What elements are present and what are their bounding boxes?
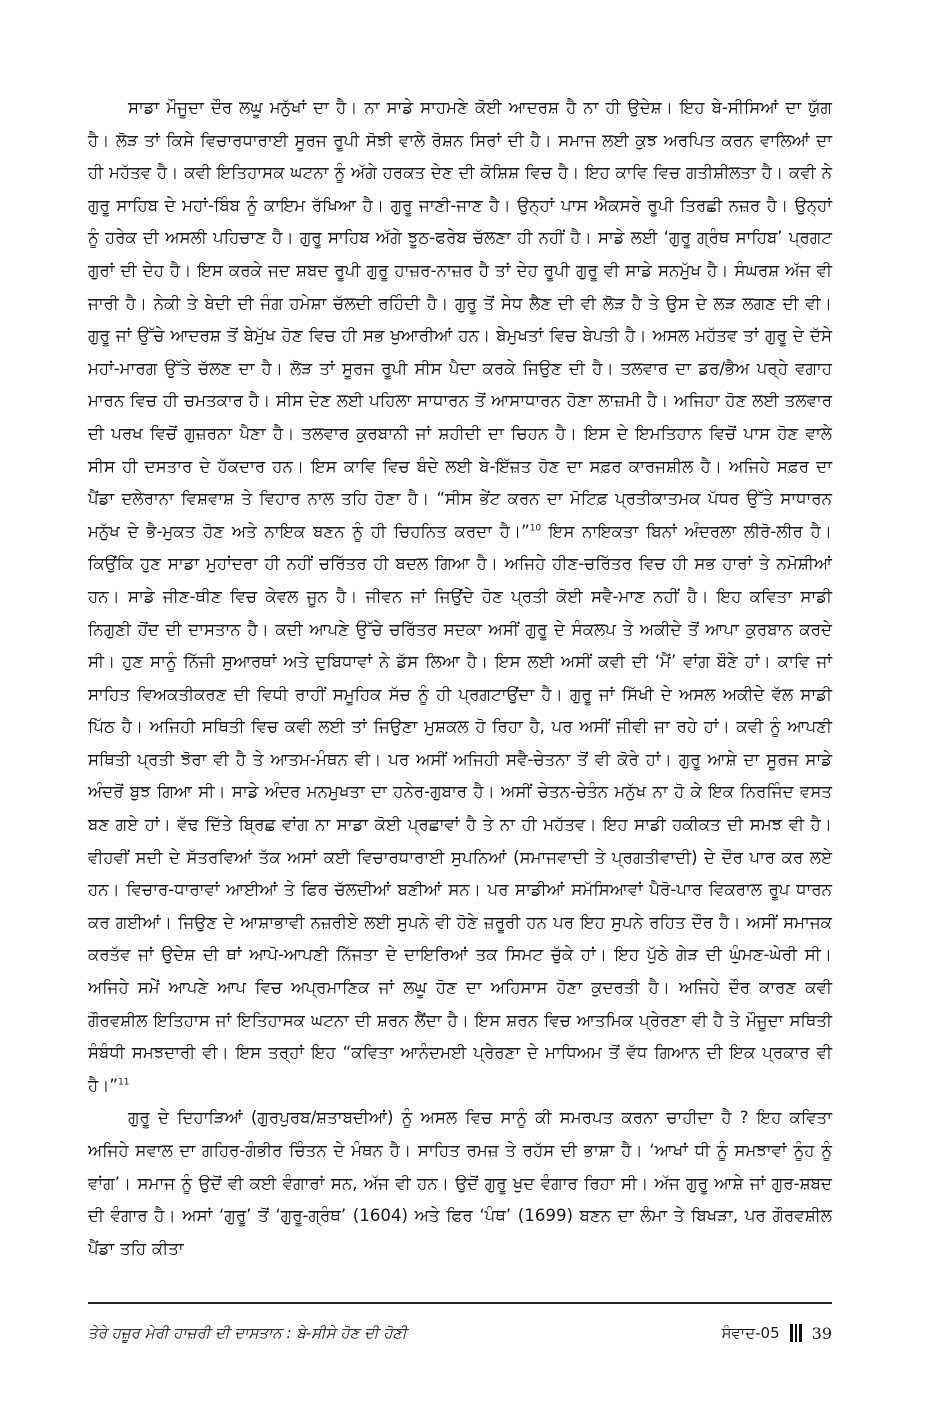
journal-name: ਸੰਵਾਦ-05 [721,1324,780,1342]
page-number: 39 [811,1323,832,1343]
paragraph-text: ਸਾਡਾ ਮੌਜੂਦਾ ਦੌਰ ਲਘੂ ਮਨੁੱਖਾਂ ਦਾ ਹੈ। ਨਾ ਸਾਡੇ ਸਾਹਮਣੇ ਕੋਈ ਆਦਰਸ਼ ਹੈ ਨਾ ਹੀ ਉਦੇਸ਼। ਇਹ ਬੇ-ਸੀਸਿਆਂ ਦਾ ਯੁੱਗ ਹੈ। ਲੋੜ ਤਾਂ ਕਿਸੇ ਵਿਚਾਰਧਾਰਾਈ ਸੂਰਜ ਰੂਪੀ ਸੋਝੀ ਵਾਲੇ ਰੋਸ਼ਨ ਸਿਰਾਂ ਦੀ ਹੈ। ਸਮਾਜ ਲਈ ਕੁਝ ਅਰਪਿਤ ਕਰਨ ਵਾਲਿਆਂ ਦਾ ਹੀ ਮਹੱਤਵ ਹੈ। ਕਵੀ ਇਤਿਹਾਸਕ ਘਟਨਾ ਨੂੰ ਅੱਗੇ ਹਰਕਤ ਦੇਣ ਦੀ ਕੋਸ਼ਿਸ਼ ਵਿਚ ਹੈ। ਇਹ ਕਾਵਿ ਵਿਚ ਗਤੀਸ਼ੀਲਤਾ ਹੈ। ਕਵੀ ਨੇ ਗੁਰੂ ਸਾਹਿਬ ਦੇ ਮਹਾਂ-ਬਿੰਬ ਨੂੰ ਕਾਇਮ ਰੱਖਿਆ ਹੈ। ਗੁਰੂ ਜਾਣੀ-ਜਾਣ ਹੈ। ਉਨ੍ਹਾਂ ਪਾਸ ਐਕਸਰੇ ਰੂਪੀ ਤਿਰਛੀ ਨਜ਼ਰ ਹੈ। ਉਨ੍ਹਾਂ ਨੂੰ ਹਰੇਕ ਦੀ ਅਸਲੀ ਪਹਿਚਾਣ ਹੈ। ਗੁਰੂ ਸਾਹਿਬ ਅੱਗੇ ਝੂਠ-ਫਰੇਬ ਚੱਲਣਾ ਹੀ ਨਹੀਂ ਹੈ। ਸਾਡੇ ਲਈ ‘ਗੁਰੂ ਗ੍ਰੰਥ ਸਾਹਿਬ’ ਪ੍ਰਗਟ ਗੁਰਾਂ ਦੀ ਦੇਹ ਹੈ। ਇਸ ਕਰਕੇ ਜਦ ਸ਼ਬਦ ਰੂਪੀ ਗੁਰੂ ਹਾਜ਼ਰ-ਨਾਜ਼ਰ ਹੈ ਤਾਂ ਦੇਹ ਰੂਪੀ ਗੁਰੂ ਵੀ ਸਾਡੇ ਸਨਮੁੱਖ ਹੈ। ਸੰਘਰਸ਼ ਅੱਜ ਵੀ ਜਾਰੀ ਹੈ। ਨੇਕੀ ਤੇ ਬੇਦੀ ਦੀ ਜੰਗ ਹਮੇਸ਼ਾ ਚੱਲਦੀ ਰਹਿੰਦੀ ਹੈ। ਗੁਰੂ ਤੋਂ ਸੇਧ ਲੈਣ ਦੀ ਵੀ ਲੋੜ ਹੈ ਤੇ ਉਸ ਦੇ ਲੜ ਲਗਣ ਦੀ ਵੀ। ਗੁਰੂ ਜਾਂ ਉੱਚੇ ਆਦਰਸ਼ ਤੋਂ ਬੇਮੁੱਖ ਹੋਣ ਵਿਚ ਹੀ ਸਭ ਖੁਆਰੀਆਂ ਹਨ। ਬੇਮੁਖਤਾਂ ਵਿਚ ਬੇਪਤੀ ਹੈ। ਅਸਲ ਮਹੱਤਵ ਤਾਂ ਗੁਰੂ ਦੇ ਦੱਸੇ ਮਹਾਂ-ਮਾਰਗ ਉੱਤੇ ਚੱਲਣ ਦਾ ਹੈ। ਲੋੜ ਤਾਂ ਸੂਰਜ ਰੂਪੀ ਸੀਸ ਪੈਦਾ ਕਰਕੇ ਜਿਉਣ ਦੀ ਹੈ। ਤਲਵਾਰ ਦਾ ਡਰ/ਭੈਅ ਪਰ੍ਹੇ ਵਗਾਹ ਮਾਰਨ ਵਿਚ ਹੀ ਚਮਤਕਾਰ ਹੈ। ਸੀਸ ਦੇਣ ਲਈ ਪਹਿਲਾ ਸਾਧਾਰਨ ਤੋਂ ਆਸਾਧਾਰਨ ਹੋਣਾ ਲਾਜ਼ਮੀ ਹੈ। ਅਜਿਹਾ ਹੋਣ ਲਈ ਤਲਵਾਰ ਦੀ ਪਰਖ ਵਿਚੋਂ ਗੁਜ਼ਰਨਾ ਪੈਣਾ ਹੈ। ਤਲਵਾਰ ਕੁਰਬਾਨੀ ਜਾਂ ਸ਼ਹੀਦੀ ਦਾ ਚਿਹਨ ਹੈ। ਇਸ ਦੇ ਇਮਤਿਹਾਨ ਵਿਚੋਂ ਪਾਸ ਹੋਣ ਵਾਲੇ ਸੀਸ ਹੀ ਦਸਤਾਰ ਦੇ ਹੱਕਦਾਰ ਹਨ। ਇਸ ਕਾਵਿ ਵਿਚ ਬੰਦੇ ਲਈ ਬੇ-ਇੱਜ਼ਤ ਹੋਣ ਦਾ ਸਫ਼ਰ ਕਾਰਜਸ਼ੀਲ ਹੈ। ਅਜਿਹੇ ਸਫ਼ਰ ਦਾ ਪੈਂਡਾ ਦਲੇਰਾਨਾ ਵਿਸ਼ਵਾਸ਼ ਤੇ ਵਿਹਾਰ ਨਾਲ ਤਹਿ ਹੋਣਾ ਹੈ। “ਸੀਸ ਭੇਂਟ ਕਰਨ ਦਾ ਮੋਟਿਫ਼ ਪ੍ਰਤੀਕਾਤਮਕ ਪੱਧਰ ਉੱਤੇ ਸਾਧਾਰਨ ਮਨੁੱਖ ਦੇ ਭੈ-ਮੁਕਤ ਹੋਣ ਅਤੇ ਨਾਇਕ ਬਣਨ ਨੂੰ ਹੀ ਚਿਹਨਿਤ ਕਰਦਾ ਹੈ।” [88,98,832,541]
footer-divider [88,1302,832,1304]
bars-ornament-icon [790,1324,802,1342]
page-footer [88,1318,832,1348]
page-body [88,92,832,1265]
footnote-reference: 10 [529,523,542,534]
running-title: ਤੇਰੇ ਹਜ਼ੂਰ ਮੇਰੀ ਹਾਜ਼ਰੀ ਦੀ ਦਾਸਤਾਨ : ਬੇ-ਸੀਸੇ ਹੋਣ ਦੀ ਹੋਣੀ [88,1324,407,1342]
paragraph: ਗੁਰੂ ਦੇ ਦਿਹਾੜਿਆਂ (ਗੁਰਪੁਰਬ/ਸ਼ਤਾਬਦੀਆਂ) ਨੂੰ ਅਸਲ ਵਿਚ ਸਾਨੂੰ ਕੀ ਸਮਰਪਤ ਕਰਨਾ ਚਾਹੀਦਾ ਹੈ ? ਇਹ ਕਵਿਤਾ ਅਜਿਹੇ ਸਵਾਲ ਦਾ ਗਹਿਰ-ਗੰਭੀਰ ਚਿੰਤਨ ਦੇ ਮੰਥਨ ਹੈ। ਸਾਹਿਤ ਰਮਜ਼ ਤੇ ਰਹੱਸ ਦੀ ਭਾਸ਼ਾ ਹੈ। ‘ਆਖਾਂ ਧੀ ਨੂੰ ਸਮਝਾਵਾਂ ਨੂੰਹ ਨੂੰ ਵਾਂਗ’। ਸਮਾਜ ਨੂੰ ਉਦੋਂ ਵੀ ਕਈ ਵੰਗਾਰਾਂ ਸਨ, ਅੱਜ ਵੀ ਹਨ। ਉਦੋਂ ਗੁਰੂ ਖੁਦ ਵੰਗਾਰ ਰਿਹਾ ਸੀ। ਅੱਜ ਗੁਰੂ ਆਸ਼ੇ ਜਾਂ ਗੁਰ-ਸ਼ਬਦ ਦੀ ਵੰਗਾਰ ਹੈ। ਅਸਾਂ ‘ਗੁਰੂ’ ਤੋਂ ‘ਗੁਰੂ-ਗ੍ਰੰਥ’ (1604) ਅਤੇ ਫਿਰ ‘ਪੰਥ’ (1699) ਬਣਨ ਦਾ ਲੰਮਾ ਤੇ ਬਿਖੜਾ, ਪਰ ਗੌਰਵਸ਼ੀਲ ਪੈਂਡਾ ਤਹਿ ਕੀਤਾ [88,1108,832,1258]
footer-right [722,1324,832,1343]
paragraph [88,92,832,1102]
paragraph-text: ਇਸ ਨਾਇਕਤਾ ਬਿਨਾਂ ਅੰਦਰਲਾ ਲੀਰੋ-ਲੀਰ ਹੈ। ਕਿਉਂਕਿ ਹੁਣ ਸਾਡਾ ਮੁਹਾਂਦਰਾ ਹੀ ਨਹੀਂ ਚਰਿੱਤਰ ਹੀ ਬਦਲ ਗਿਆ ਹੈ। ਅਜਿਹੇ ਹੀਣ-ਚਰਿੱਤਰ ਵਿਚ ਹੀ ਸਭ ਹਾਰਾਂ ਤੇ ਨਮੋਸ਼ੀਆਂ ਹਨ। ਸਾਡੇ ਜੀਣ-ਥੀਣ ਵਿਚ ਕੇਵਲ ਜੂਨ ਹੈ। ਜੀਵਨ ਜਾਂ ਜਿਉਂਦੇ ਹੋਣ ਪ੍ਰਤੀ ਕੋਈ ਸਵੈ-ਮਾਣ ਨਹੀਂ ਹੈ। ਇਹ ਕਵਿਤਾ ਸਾਡੀ ਨਿਗੁਣੀ ਹੋਂਦ ਦੀ ਦਾਸਤਾਨ ਹੈ। ਕਦੀ ਆਪਣੇ ਉੱਚੇ ਚਰਿੱਤਰ ਸਦਕਾ ਅਸੀਂ ਗੁਰੂ ਦੇ ਸੰਕਲਪ ਤੇ ਅਕੀਦੇ ਤੋਂ ਆਪਾ ਕੁਰਬਾਨ ਕਰਦੇ ਸੀ। ਹੁਣ ਸਾਨੂੰ ਨਿੱਜੀ ਸੁਆਰਥਾਂ ਅਤੇ ਦੁਬਿਧਾਵਾਂ ਨੇ ਡੱਸ ਲਿਆ ਹੈ। ਇਸ ਲਈ ਅਸੀਂ ਕਵੀ ਦੀ ‘ਮੈਂ’ ਵਾਂਗ ਬੌਣੇ ਹਾਂ। ਕਾਵਿ ਜਾਂ ਸਾਹਿਤ ਵਿਅਕਤੀਕਰਣ ਦੀ ਵਿਧੀ ਰਾਹੀਂ ਸਮੂਹਿਕ ਸੱਚ ਨੂੰ ਹੀ ਪ੍ਰਗਟਾਉਂਦਾ ਹੈ। ਗੁਰੂ ਜਾਂ ਸਿੱਖੀ ਦੇ ਅਸਲ ਅਕੀਦੇ ਵੱਲ ਸਾਡੀ ਪਿੱਠ ਹੈ। ਅਜਿਹੀ ਸਥਿਤੀ ਵਿਚ ਕਵੀ ਲਈ ਤਾਂ ਜਿਉਣਾ ਮੁਸ਼ਕਲ ਹੋ ਰਿਹਾ ਹੈ, ਪਰ ਅਸੀਂ ਜੀਵੀ ਜਾ ਰਹੇ ਹਾਂ। ਕਵੀ ਨੂੰ ਆਪਣੀ ਸਥਿਤੀ ਪ੍ਰਤੀ ਝੋਰਾ ਵੀ ਹੈ ਤੇ ਆਤਮ-ਮੰਥਨ ਵੀ। ਪਰ ਅਸੀਂ ਅਜਿਹੀ ਸਵੈ-ਚੇਤਨਾ ਤੋਂ ਵੀ ਕੋਰੇ ਹਾਂ। ਗੁਰੂ ਆਸ਼ੇ ਦਾ ਸੂਰਜ ਸਾਡੇ ਅੰਦਰੋਂ ਬੁਝ ਗਿਆ ਸੀ। ਸਾਡੇ ਅੰਦਰ ਮਨਮੁਖਤਾ ਦਾ ਹਨੇਰ-ਗੁਬਾਰ ਹੈ। ਅਸੀਂ ਚੇਤਨ-ਚੇਤੰਨ ਮਨੁੱਖ ਨਾ ਹੋ ਕੇ ਇਕ ਨਿਰਜਿੰਦ ਵਸਤ ਬਣ ਗਏ ਹਾਂ। ਵੱਢ ਦਿੱਤੇ ਬ੍ਰਿਛ ਵਾਂਗ ਨਾ ਸਾਡਾ ਕੋਈ ਪ੍ਰਛਾਵਾਂ ਹੈ ਤੇ ਨਾ ਹੀ ਮਹੱਤਵ। ਇਹ ਸਾਡੀ ਹਕੀਕਤ ਦੀ ਸਮਝ ਵੀ ਹੈ। ਵੀਹਵੀਂ ਸਦੀ ਦੇ ਸੱਤਰਵਿਆਂ ਤੱਕ ਅਸਾਂ ਕਈ ਵਿਚਾਰਧਾਰਾਈ ਸੁਪਨਿਆਂ (ਸਮਾਜਵਾਦੀ ਤੇ ਪ੍ਰਗਤੀਵਾਦੀ) ਦੇ ਦੌਰ ਪਾਰ ਕਰ ਲਏ ਹਨ। ਵਿਚਾਰ-ਧਾਰਾਵਾਂ ਆਈਆਂ ਤੇ ਫਿਰ ਚੱਲਦੀਆਂ ਬਣੀਆਂ ਸਨ। ਪਰ ਸਾਡੀਆਂ ਸਮੱਸਿਆਵਾਂ ਪੈਰੋ-ਪਾਰ ਵਿਕਰਾਲ ਰੂਪ ਧਾਰਨ ਕਰ ਗਈਆਂ। ਜਿਉਣ ਦੇ ਆਸ਼ਾਭਾਵੀ ਨਜ਼ਰੀਏ ਲਈ ਸੁਪਨੇ ਵੀ ਹੋਣੇ ਜ਼ਰੂਰੀ ਹਨ ਪਰ ਇਹ ਸੁਪਨੇ ਰਹਿਤ ਦੌਰ ਹੈ। ਅਸੀਂ ਸਮਾਜਕ ਕਰਤੱਵ ਜਾਂ ਉਦੇਸ਼ ਦੀ ਥਾਂ ਆਪੋ-ਆਪਣੀ ਨਿੱਜਤਾ ਦੇ ਦਾਇਰਿਆਂ ਤਕ ਸਿਮਟ ਚੁੱਕੇ ਹਾਂ। ਇਹ ਪੁੱਠੇ ਗੇੜ ਦੀ ਘੁੰਮਣ-ਘੇਰੀ ਸੀ। ਅਜਿਹੇ ਸਮੇਂ ਆਪਣੇ ਆਪ ਵਿਚ ਅਪ੍ਰਮਾਣਿਕ ਜਾਂ ਲਘੂ ਹੋਣ ਦਾ ਅਹਿਸਾਸ ਹੋਣਾ ਕੁਦਰਤੀ ਹੈ। ਅਜਿਹੇ ਦੌਰ ਕਾਰਣ ਕਵੀ ਗੌਰਵਸ਼ੀਲ ਇਤਿਹਾਸ ਜਾਂ ਇਤਿਹਾਸਕ ਘਟਨਾ ਦੀ ਸ਼ਰਨ ਲੈਂਦਾ ਹੈ। ਇਸ ਸ਼ਰਨ ਵਿਚ ਆਤਮਿਕ ਪ੍ਰੇਰਣਾ ਵੀ ਹੈ ਤੇ ਮੌਜੂਦਾ ਸਥਿਤੀ ਸੰਬੰਧੀ ਸਮਝਦਾਰੀ ਵੀ। ਇਸ ਤਰ੍ਹਾਂ ਇਹ “ਕਵਿਤਾ ਆਨੰਦਮਈ ਪ੍ਰੇਰਣਾ ਦੇ ਮਾਧਿਅਮ ਤੋਂ ਵੱਧ ਗਿਆਨ ਦੀ ਇਕ ਪ੍ਰਕਾਰ ਵੀ ਹੈ।” [88,521,832,1095]
footnote-reference: 11 [117,1077,130,1088]
